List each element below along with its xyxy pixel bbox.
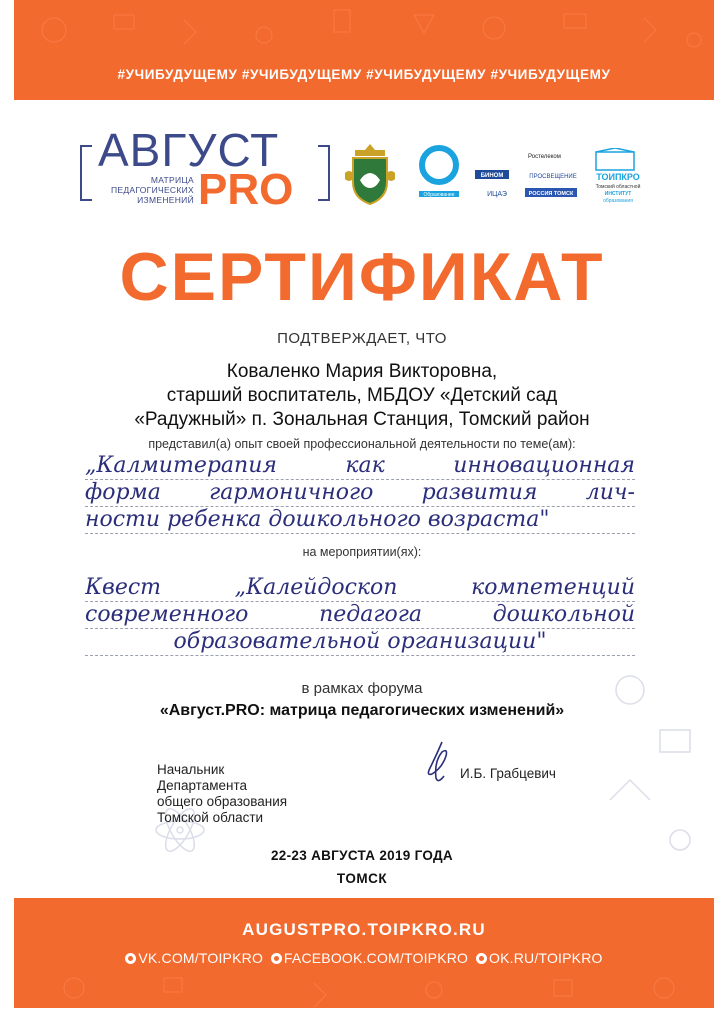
svg-text:ПРОСВЕЩЕНИЕ: ПРОСВЕЩЕНИЕ: [529, 174, 577, 180]
facebook-link[interactable]: FACEBOOK.COM/TOIPKRO: [271, 950, 468, 966]
event-handwritten: [85, 575, 635, 656]
topic-handwritten: [85, 453, 635, 534]
forum-name: «Август.PRO: матрица педагогических изменений»: [159, 702, 565, 719]
bracket-right: [318, 145, 330, 201]
svg-text:БИНОМ: БИНОМ: [480, 173, 504, 179]
hashtags: #УЧИБУДУЩЕМУ #УЧИБУДУЩЕМУ #УЧИБУДУЩЕМУ #УЧИБУДУЩЕМУ: [117, 67, 611, 82]
education-logo-icon: [415, 143, 463, 205]
topic-line: ности ребенка дошкольного возраста": [85, 507, 635, 534]
signer-name: И.Б. Грабцевич: [460, 766, 556, 781]
signature-icon: [420, 740, 460, 788]
social-links: [14, 950, 714, 966]
svg-text:РОССИЯ ТОМСК: РОССИЯ ТОМСК: [528, 191, 574, 197]
svg-text:Ростелеком: Ростелеком: [528, 154, 561, 160]
svg-text:ИЦАЭ: ИЦАЭ: [487, 191, 507, 198]
pro-word: PRO: [198, 165, 294, 214]
topic-line: „Калмитерапия как инновационная: [85, 453, 635, 478]
presented-text: представил(а) опыт своей профессиональной деятельности по теме(ам):: [148, 437, 576, 451]
certificate-title: СЕРТИФИКАТ: [119, 239, 605, 315]
svg-text:ИНСТИТУТ: ИНСТИТУТ: [604, 191, 632, 197]
matrix-caption: МАТРИЦА ПЕДАГОГИЧЕСКИХ ИЗМЕНЕНИЙ: [110, 175, 194, 205]
signer-position: Начальник Департамента общего образования Томской области: [157, 762, 288, 825]
recipient-organization: «Радужный» п. Зональная Станция, Томский район: [134, 409, 590, 430]
partners-logos: [473, 148, 583, 206]
in-forum-text: в рамках форума: [301, 680, 423, 697]
on-event-text: на мероприятии(ях):: [302, 545, 422, 559]
ok-link[interactable]: OK.RU/TOIPKRO: [476, 950, 603, 966]
recipient-position: старший воспитатель, МБДОУ «Детский сад: [166, 385, 558, 406]
facebook-icon: [271, 953, 282, 964]
bracket-left: [80, 145, 92, 201]
svg-text:ТОИПКРО: ТОИПКРО: [596, 172, 640, 182]
website-link[interactable]: AUGUSTPRO.TOIPKRO.RU: [242, 920, 486, 939]
banner-pattern: [14, 0, 714, 100]
svg-text:Томский областной: Томский областной: [595, 184, 641, 190]
coat-of-arms-icon: [345, 140, 395, 208]
recipient-block: [60, 360, 664, 432]
august-word: АВГУСТ: [98, 124, 280, 176]
event-line: современного педагога дошкольной: [85, 602, 635, 627]
vk-link[interactable]: VK.COM/TOIPKRO: [125, 950, 263, 966]
toipkro-logo: [588, 148, 648, 206]
top-banner: [14, 0, 714, 100]
event-line: образовательной организации": [85, 629, 635, 656]
event-city: ТОМСК: [336, 871, 388, 886]
confirms-text: ПОДТВЕРЖДАЕТ, ЧТО: [277, 330, 447, 347]
svg-text:образования: образования: [603, 198, 633, 204]
event-line: Квест „Калейдоскоп компетенций: [85, 575, 635, 600]
topic-line: форма гармоничного развития лич-: [85, 480, 635, 505]
vk-icon: [125, 953, 136, 964]
recipient-name: Коваленко Мария Викторовна,: [226, 361, 498, 382]
ok-icon: [476, 953, 487, 964]
event-date: 22-23 АВГУСТА 2019 ГОДА: [271, 848, 453, 863]
svg-text:Образование: Образование: [423, 192, 455, 198]
bottom-banner: [14, 898, 714, 1008]
august-pro-logo: [80, 123, 330, 218]
